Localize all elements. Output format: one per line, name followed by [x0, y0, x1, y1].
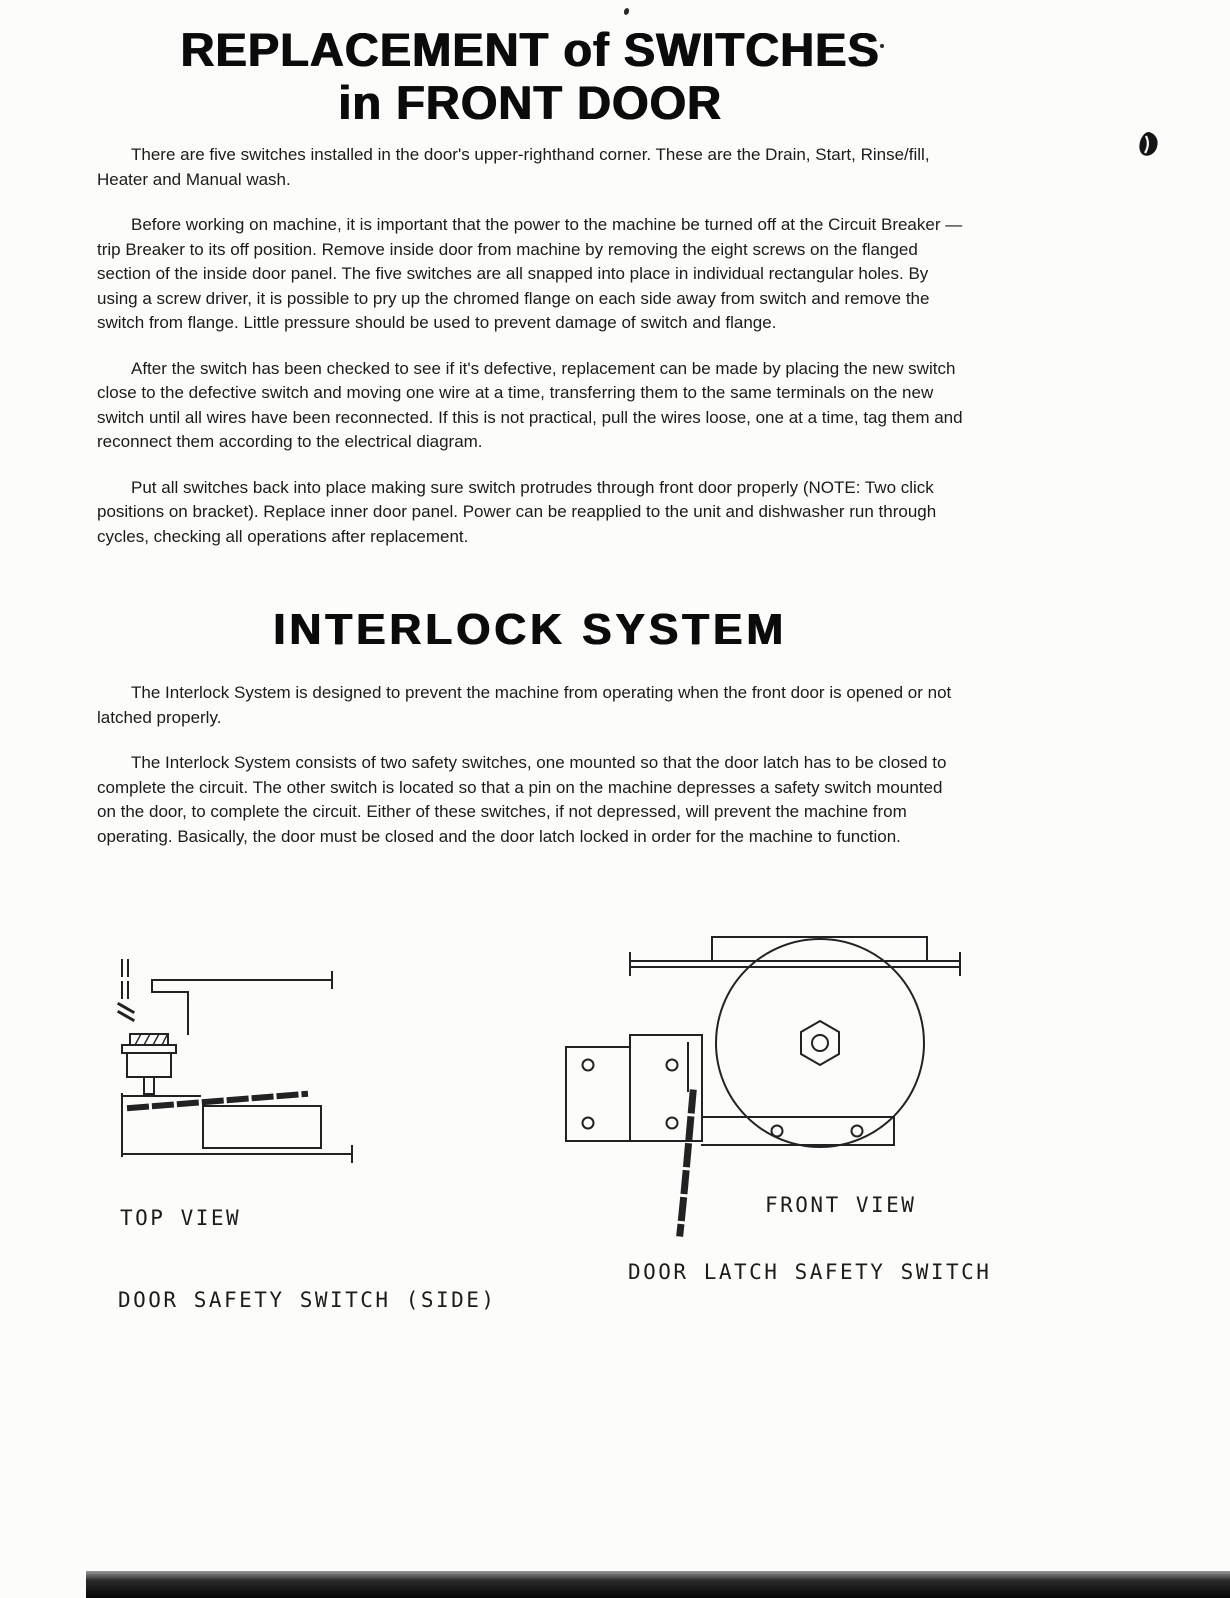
text-column	[97, 24, 963, 870]
paragraph-interlock-purpose: The Interlock System is designed to prevent the machine from operating when the front door is opened or not latched properly.	[97, 683, 952, 727]
scan-speck	[623, 7, 630, 15]
section-title-interlock-system: INTERLOCK SYSTEM	[273, 605, 787, 655]
title-line-2: in FRONT DOOR	[338, 75, 722, 129]
hole-punch-mark	[1136, 130, 1162, 165]
door-safety-switch-label: DOOR SAFETY SWITCH (SIDE)	[118, 1288, 497, 1312]
paragraph-switch-list: There are five switches installed in the door's upper-righthand corner. These are the Drain, Start, Rinse/fill, Heater and Manual wash.	[97, 145, 930, 189]
paragraph-power-off: Before working on machine, it is important that the power to the machine be turned off at the Circuit Breaker — trip Breaker to its off position. Remove inside door from machine by removing the eight screws on the flanged section of the inside door panel. The five switches are all snapped into place in individual rectangular holes. By using a screw driver, it is possible to pry up the chromed flange on each side away from switch and remove the switch from flange. Little pressure should be used to prevent damage of switch and flange.	[97, 215, 963, 333]
paragraph-interlock-detail: The Interlock System consists of two safety switches, one mounted so that the door latch has to be closed to complete the circuit. The other switch is located so that a pin on the machine depresses a safety switch mounted on the door, to complete the circuit. Either of these switches, if not depressed, will prevent the machine from operating. Basically, the door must be closed and the door latch locked in order for the machine to function.	[97, 753, 947, 846]
door-latch-safety-switch-label: DOOR LATCH SAFETY SWITCH	[628, 1260, 992, 1284]
scan-edge-bar	[86, 1571, 1230, 1598]
door-safety-switch-diagram	[100, 948, 400, 1183]
paragraph-replacement: After the switch has been checked to see if it's defective, replacement can be made by placing the new switch close to the defective switch and moving one wire at a time, transferring them to the same terminals on the new switch until all wires have been reconnected. If this is not practical, pull the wires loose, one at a time, tag them and reconnect them according to the electrical diagram.	[97, 358, 963, 452]
top-view-label: TOP VIEW	[120, 1206, 242, 1230]
door-safety-switch-drawing	[100, 948, 400, 1183]
title-line-1: REPLACEMENT of SWITCHES	[180, 23, 880, 76]
front-view-label: FRONT VIEW	[765, 1193, 917, 1217]
page-title	[97, 24, 963, 129]
paragraph-reassembly: Put all switches back into place making sure switch protrudes through front door properly (NOTE: Two click positions on bracket). Replace inner door panel. Power can be reapplied to the unit and dishwasher run through cycles, checking all operations after replacement.	[97, 477, 937, 546]
